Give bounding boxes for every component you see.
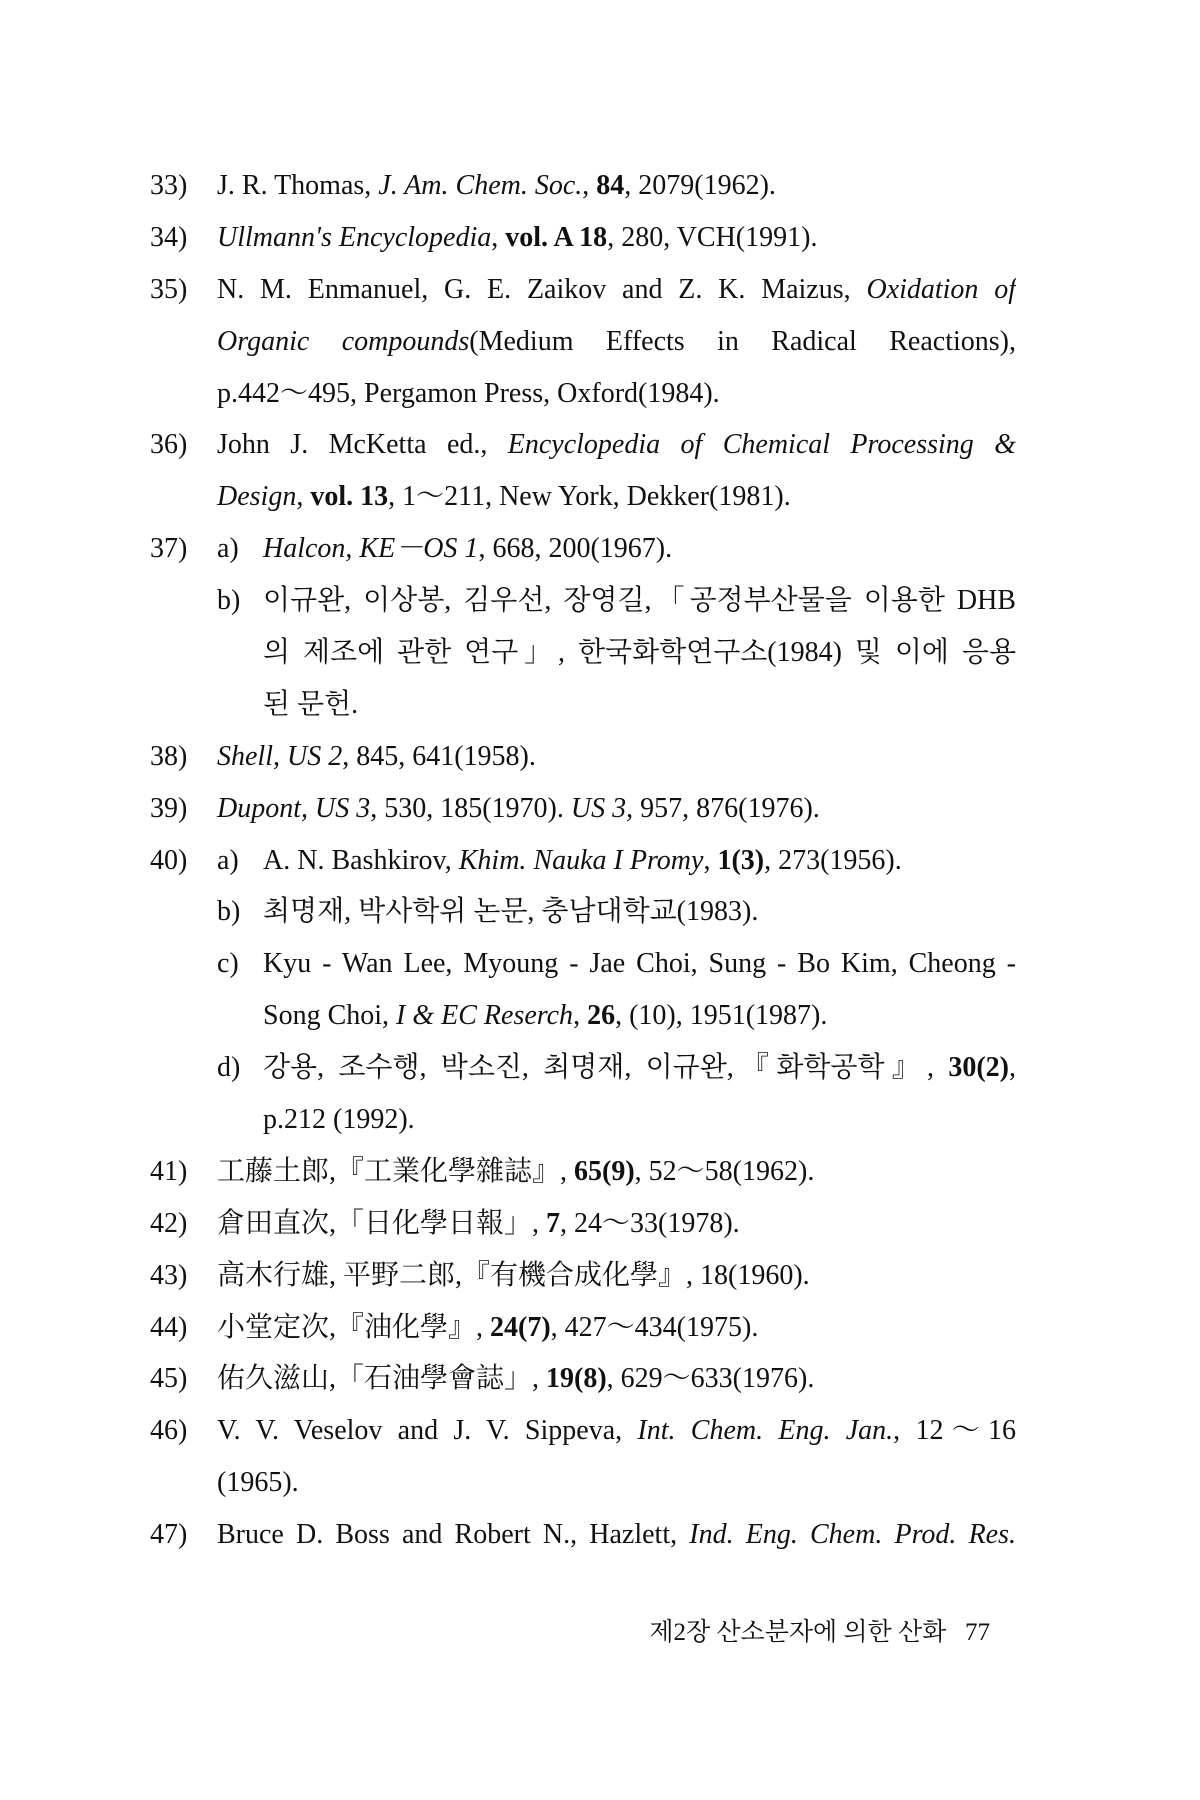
- bold-text: vol. 13: [310, 481, 389, 513]
- page-number: 77: [965, 1619, 990, 1646]
- reference-line: [150, 886, 1016, 938]
- bold-text: 1(3): [717, 844, 765, 876]
- text-segment: 佑久滋山,「石油學會誌」,: [217, 1363, 547, 1395]
- italic-text: Ullmann's Encyclopedia: [217, 221, 492, 253]
- reference-text: [217, 1250, 1016, 1302]
- reference-text: [217, 731, 1016, 783]
- reference-line: [150, 471, 1016, 523]
- reference-text: [217, 471, 1016, 523]
- reference-text: [217, 1457, 1016, 1509]
- reference-number: 39): [150, 792, 188, 824]
- reference-line: [150, 1146, 1016, 1198]
- reference-line: [150, 1094, 1016, 1146]
- italic-text: Halcon, KE－OS 1: [263, 533, 479, 565]
- reference-number: 37): [150, 533, 188, 565]
- text-segment: 小堂定次,『油化學』,: [217, 1311, 491, 1343]
- reference-text: [217, 419, 1016, 471]
- reference-text: [263, 938, 1016, 990]
- text-segment: Song Choi,: [263, 1000, 397, 1032]
- text-segment: , 1～211, New York, Dekker(1981).: [388, 481, 791, 513]
- text-segment: , (10), 1951(1987).: [615, 1000, 828, 1032]
- reference-line: [150, 160, 1016, 212]
- reference-text: [217, 1302, 1016, 1354]
- text-segment: (1965).: [217, 1467, 299, 1499]
- reference-text: [263, 575, 1016, 627]
- text-segment: , 12～16: [893, 1415, 1016, 1447]
- text-segment: , 24～33(1978).: [560, 1207, 740, 1239]
- text-segment: , 273(1956).: [764, 844, 902, 876]
- reference-text: [217, 1509, 1016, 1561]
- text-segment: ,: [582, 170, 597, 201]
- text-segment: N. M. Enmanuel, G. E. Zaikov and Z. K. Maizus,: [217, 273, 867, 305]
- text-segment: (Medium Effects in Radical Reactions),: [469, 325, 1016, 357]
- reference-text: [263, 835, 1016, 887]
- text-segment: 의 제조에 관한 연구」, 한국화학연구소(1984) 및 이에 응용: [263, 637, 1016, 669]
- reference-line: [150, 419, 1016, 471]
- reference-line: [150, 1042, 1016, 1094]
- sub-reference-label: a): [217, 533, 239, 565]
- reference-text: [263, 990, 1016, 1042]
- text-segment: Bruce D. Boss and Robert N., Hazlett,: [217, 1519, 690, 1551]
- italic-text: Oxidation of: [866, 273, 1016, 305]
- text-segment: 工藤土郎,『工業化學雜誌』,: [217, 1155, 575, 1187]
- reference-number: 34): [150, 221, 188, 253]
- bold-text: 24(7): [490, 1311, 551, 1343]
- italic-text: Design: [217, 481, 297, 513]
- reference-line: [150, 1457, 1016, 1509]
- text-segment: J. R. Thomas,: [217, 170, 379, 201]
- reference-line: [150, 783, 1016, 835]
- reference-line: [150, 1250, 1016, 1302]
- reference-line: [150, 938, 1016, 990]
- text-segment: 된 문헌.: [263, 688, 359, 720]
- italic-text: Organic compounds: [217, 325, 470, 357]
- text-segment: , 2079(1962).: [624, 170, 776, 201]
- text-segment: p.442～495, Pergamon Press, Oxford(1984).: [217, 377, 720, 409]
- text-segment: 최명재, 박사학위 논문, 충남대학교(1983).: [263, 896, 759, 928]
- italic-text: US 3: [570, 792, 627, 824]
- reference-number: 33): [150, 170, 188, 201]
- reference-text: [263, 627, 1016, 679]
- sub-reference-label: a): [217, 844, 239, 876]
- text-segment: 倉田直次,「日化學日報」,: [217, 1207, 547, 1239]
- reference-number: 38): [150, 740, 188, 772]
- reference-line: [150, 575, 1016, 627]
- text-segment: , 530, 185(1970).: [370, 792, 571, 824]
- reference-text: [263, 523, 1016, 575]
- bold-text: 19(8): [546, 1363, 607, 1395]
- reference-text: [263, 886, 1016, 938]
- reference-line: [150, 1353, 1016, 1405]
- bold-text: 26: [587, 1000, 616, 1032]
- text-segment: , 427～434(1975).: [550, 1311, 759, 1343]
- italic-text: Shell, US 2: [217, 740, 343, 772]
- bold-text: vol. A 18: [505, 221, 608, 253]
- reference-text: [263, 1042, 1016, 1094]
- text-segment: Kyu - Wan Lee, Myoung - Jae Choi, Sung - Bo Kim, Cheong -: [263, 948, 1016, 980]
- reference-text: [217, 160, 1016, 212]
- italic-text: J. Am. Chem. Soc.: [378, 170, 583, 201]
- text-segment: , 629～633(1976).: [606, 1363, 815, 1395]
- sub-reference-label: b): [217, 896, 241, 928]
- reference-line: [150, 1302, 1016, 1354]
- text-segment: ,: [296, 481, 311, 513]
- reference-line: [150, 523, 1016, 575]
- italic-text: Int. Chem. Eng. Jan.: [637, 1415, 894, 1447]
- text-segment: 강용, 조수행, 박소진, 최명재, 이규완,『화학공학』,: [263, 1052, 949, 1084]
- text-segment: John J. McKetta ed.,: [217, 429, 508, 461]
- reference-text: [217, 264, 1016, 316]
- reference-line: [150, 1198, 1016, 1250]
- text-segment: ,: [573, 1000, 588, 1032]
- reference-number: 45): [150, 1363, 188, 1395]
- italic-text: I & EC Reserch: [396, 1000, 574, 1032]
- reference-line: [150, 835, 1016, 887]
- reference-line: [150, 368, 1016, 420]
- reference-text: [217, 1146, 1016, 1198]
- reference-line: [150, 990, 1016, 1042]
- text-segment: , 957, 876(1976).: [626, 792, 820, 824]
- reference-number: 41): [150, 1155, 188, 1187]
- reference-line: [150, 316, 1016, 368]
- reference-line: [150, 679, 1016, 731]
- reference-number: 42): [150, 1207, 188, 1239]
- reference-number: 43): [150, 1259, 188, 1291]
- text-segment: 高木行雄, 平野二郎,『有機合成化學』, 18(1960).: [217, 1259, 810, 1291]
- reference-line: [150, 212, 1016, 264]
- sub-reference-label: d): [217, 1052, 241, 1084]
- reference-number: 36): [150, 429, 188, 461]
- text-segment: , 668, 200(1967).: [478, 533, 673, 565]
- reference-line: [150, 264, 1016, 316]
- reference-number: 46): [150, 1415, 188, 1447]
- bold-text: 84: [596, 170, 625, 201]
- reference-text: [217, 1353, 1016, 1405]
- italic-text: Ind. Eng. Chem. Prod. Res.: [689, 1519, 1016, 1551]
- text-segment: 이규완, 이상봉, 김우선, 장영길,「공정부산물을 이용한 DHB: [263, 585, 1016, 617]
- text-segment: , 280, VCH(1991).: [607, 221, 818, 253]
- italic-text: Dupont, US 3: [217, 792, 371, 824]
- reference-number: 47): [150, 1519, 188, 1551]
- text-segment: V. V. Veselov and J. V. Sippeva,: [217, 1415, 638, 1447]
- reference-text: [263, 679, 1016, 731]
- page-footer: [649, 1612, 990, 1648]
- reference-text: [217, 1405, 1016, 1457]
- sub-reference-label: c): [217, 948, 239, 980]
- sub-reference-label: b): [217, 585, 241, 617]
- bold-text: 7: [546, 1207, 561, 1239]
- reference-number: 44): [150, 1311, 188, 1343]
- reference-line: [150, 1509, 1016, 1561]
- bold-text: 30(2): [948, 1052, 1009, 1084]
- reference-list: [150, 160, 1016, 1561]
- reference-line: [150, 731, 1016, 783]
- text-segment: , 845, 641(1958).: [342, 740, 536, 772]
- text-segment: , 52～58(1962).: [634, 1155, 815, 1187]
- reference-text: [217, 212, 1016, 264]
- text-segment: A. N. Bashkirov,: [263, 844, 459, 876]
- reference-text: [217, 316, 1016, 368]
- text-segment: ,: [1009, 1052, 1016, 1084]
- reference-text: [217, 368, 1016, 420]
- text-segment: p.212 (1992).: [263, 1104, 415, 1136]
- reference-number: 40): [150, 844, 188, 876]
- bold-text: 65(9): [574, 1155, 635, 1187]
- italic-text: Encyclopedia of Chemical Processing &: [507, 429, 1016, 461]
- reference-line: [150, 1405, 1016, 1457]
- italic-text: Khim. Nauka I Promy: [458, 844, 704, 876]
- reference-text: [217, 783, 1016, 835]
- text-segment: ,: [491, 221, 506, 253]
- reference-line: [150, 627, 1016, 679]
- reference-text: [263, 1094, 1016, 1146]
- text-segment: ,: [703, 844, 718, 876]
- running-title: 제2장 산소분자에 의한 산화: [649, 1619, 947, 1646]
- reference-text: [217, 1198, 1016, 1250]
- reference-number: 35): [150, 273, 188, 305]
